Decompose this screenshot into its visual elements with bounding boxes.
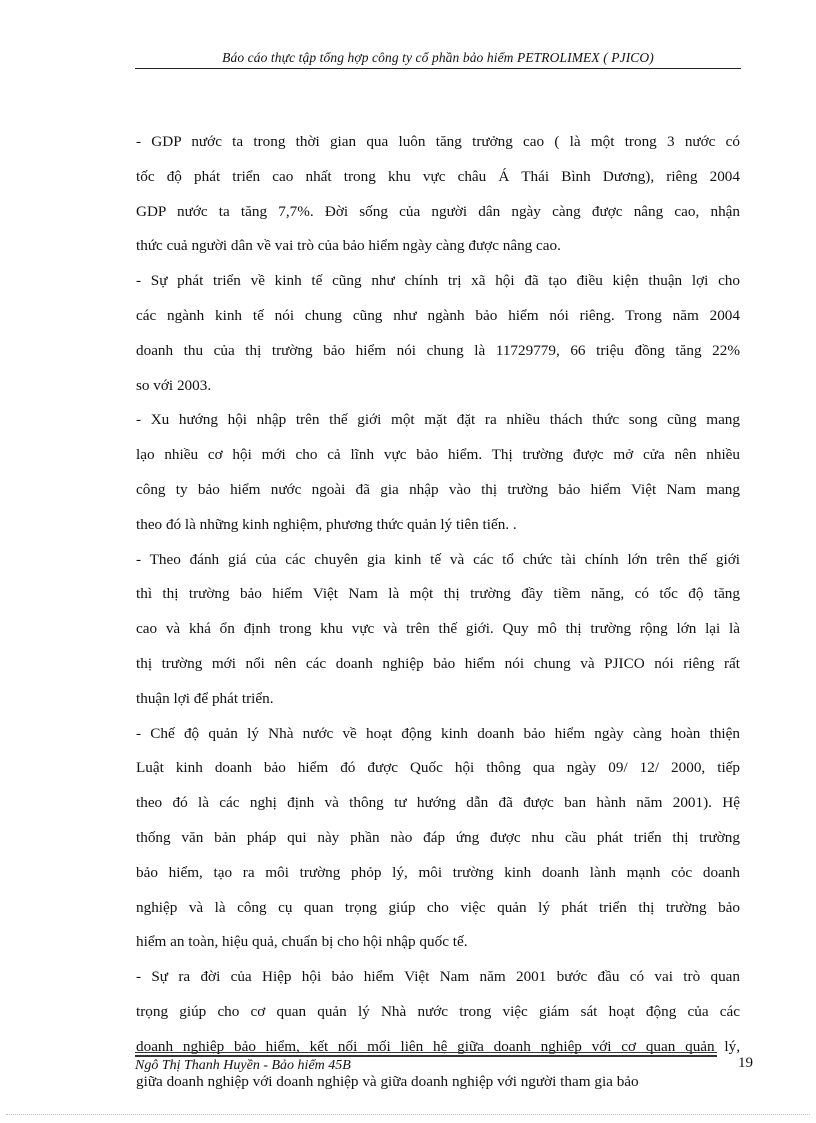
text-line: thuận lợi để phát triển.: [136, 689, 274, 707]
text-line: công ty bảo hiểm nước ngoài đã gia nhập vào thị trường bảo hiểm Việt Nam mang: [136, 480, 740, 498]
text-line: lạo nhiều cơ hội mới cho cả lĩnh vực bảo hiểm. Thị trường được mở cửa nên nhiều: [136, 446, 740, 464]
text-line: tốc độ phát triển cao nhất trong khu vực châu Á Thái Bình Dương), riêng 2004: [136, 167, 740, 185]
text-line: thống văn bản pháp qui này phần nào đáp ứng được nhu cầu phát triển thị trường: [136, 828, 740, 846]
text-line: - Sự phát triển về kinh tế cũng như chính trị xã hội đã tạo điều kiện thuận lợi cho: [136, 272, 740, 290]
text-line: cao và khá ổn định trong khu vực và trên thế giới. Quy mô thị trường rộng lớn lại là: [136, 620, 740, 638]
text-line: - Xu hướng hội nhập trên thế giới một mặt đặt ra nhiều thách thức song cũng mang: [136, 411, 740, 429]
header-rule: [135, 68, 741, 69]
paragraph: [136, 125, 740, 264]
text-line: thì thị trường bảo hiểm Việt Nam là một thị trường đầy tiềm năng, có tốc độ tăng: [136, 585, 740, 603]
text-line: giữa doanh nghiệp với doanh nghiệp và giữa doanh nghiệp với người tham gia bảo: [136, 1072, 639, 1090]
text-line: - GDP nước ta trong thời gian qua luôn tăng trưởng cao ( là một trong 3 nước có: [136, 133, 740, 150]
text-line: thức cuả người dân về vai trò của bảo hiểm ngày càng được nâng cao.: [136, 237, 561, 255]
text-line: - Theo đánh giá của các chuyên gia kinh tế và các tổ chức tài chính lớn trên thế giới: [136, 550, 740, 568]
text-line: theo đó là những kinh nghiệm, phương thức quản lý tiên tiến. .: [136, 515, 517, 533]
running-header: Báo cáo thực tập tổng hợp công ty cổ phần bảo hiểm PETROLIMEX ( PJICO): [222, 50, 654, 65]
text-line: hiểm an toàn, hiệu quả, chuẩn bị cho hội nhập quốc tế.: [136, 933, 468, 951]
text-line: GDP nước ta tăng 7,7%. Đời sống của người dân ngày càng được nâng cao, nhận: [136, 202, 740, 220]
text-line: doanh nghiệp bảo hiểm, kết nối mối liên hệ giữa doanh nghiệp với cơ quan quản lý,: [136, 1037, 740, 1055]
text-line: thị trường mới nổi nên các doanh nghiệp bảo hiểm nói chung và PJICO nói riêng rất: [136, 654, 740, 672]
text-line: so với 2003.: [136, 376, 212, 394]
text-line: - Sự ra đời của Hiệp hội bảo hiểm Việt Nam năm 2001 bước đầu có vai trò quan: [136, 968, 740, 986]
paragraph: [136, 960, 740, 1099]
paragraph: [136, 264, 740, 403]
text-line: các ngành kinh tế nói chung cũng như ngành bảo hiểm nói riêng. Trong năm 2004: [136, 306, 740, 324]
text-line: bảo hiểm, tạo ra môi trường phỏp lý, môi trường kinh doanh lành mạnh cỏc doanh: [136, 863, 740, 881]
footer-rule-thick: [135, 1055, 717, 1057]
document-body: [136, 125, 740, 1099]
text-line: trọng giúp cho cơ quan quản lý Nhà nước trong việc giám sát hoạt động của các: [136, 1002, 740, 1020]
text-line: nghiệp và là công cụ quan trọng giúp cho việc quản lý phát triển thị trường bảo: [136, 898, 740, 916]
paragraph: [136, 717, 740, 961]
paragraph: [136, 543, 740, 717]
paragraph: [136, 403, 740, 542]
text-line: - Chế độ quản lý Nhà nước về hoạt động kinh doanh bảo hiểm ngày càng hoàn thiện: [136, 724, 740, 742]
page-edge: [6, 1114, 810, 1115]
page-number: 19: [738, 1055, 753, 1071]
text-line: doanh thu của thị trường bảo hiểm nói chung là 11729779, 66 triệu đồng tăng 22%: [136, 341, 740, 359]
text-line: theo đó là các nghị định và thông tư hướng dẫn đã được ban hành năm 2001). Hệ: [136, 794, 740, 812]
footer-author: Ngô Thị Thanh Huyền - Bảo hiểm 45B: [135, 1058, 351, 1073]
footer-rule: [135, 1052, 717, 1053]
text-line: Luật kinh doanh bảo hiểm đó được Quốc hội thông qua ngày 09/ 12/ 2000, tiếp: [136, 759, 740, 777]
